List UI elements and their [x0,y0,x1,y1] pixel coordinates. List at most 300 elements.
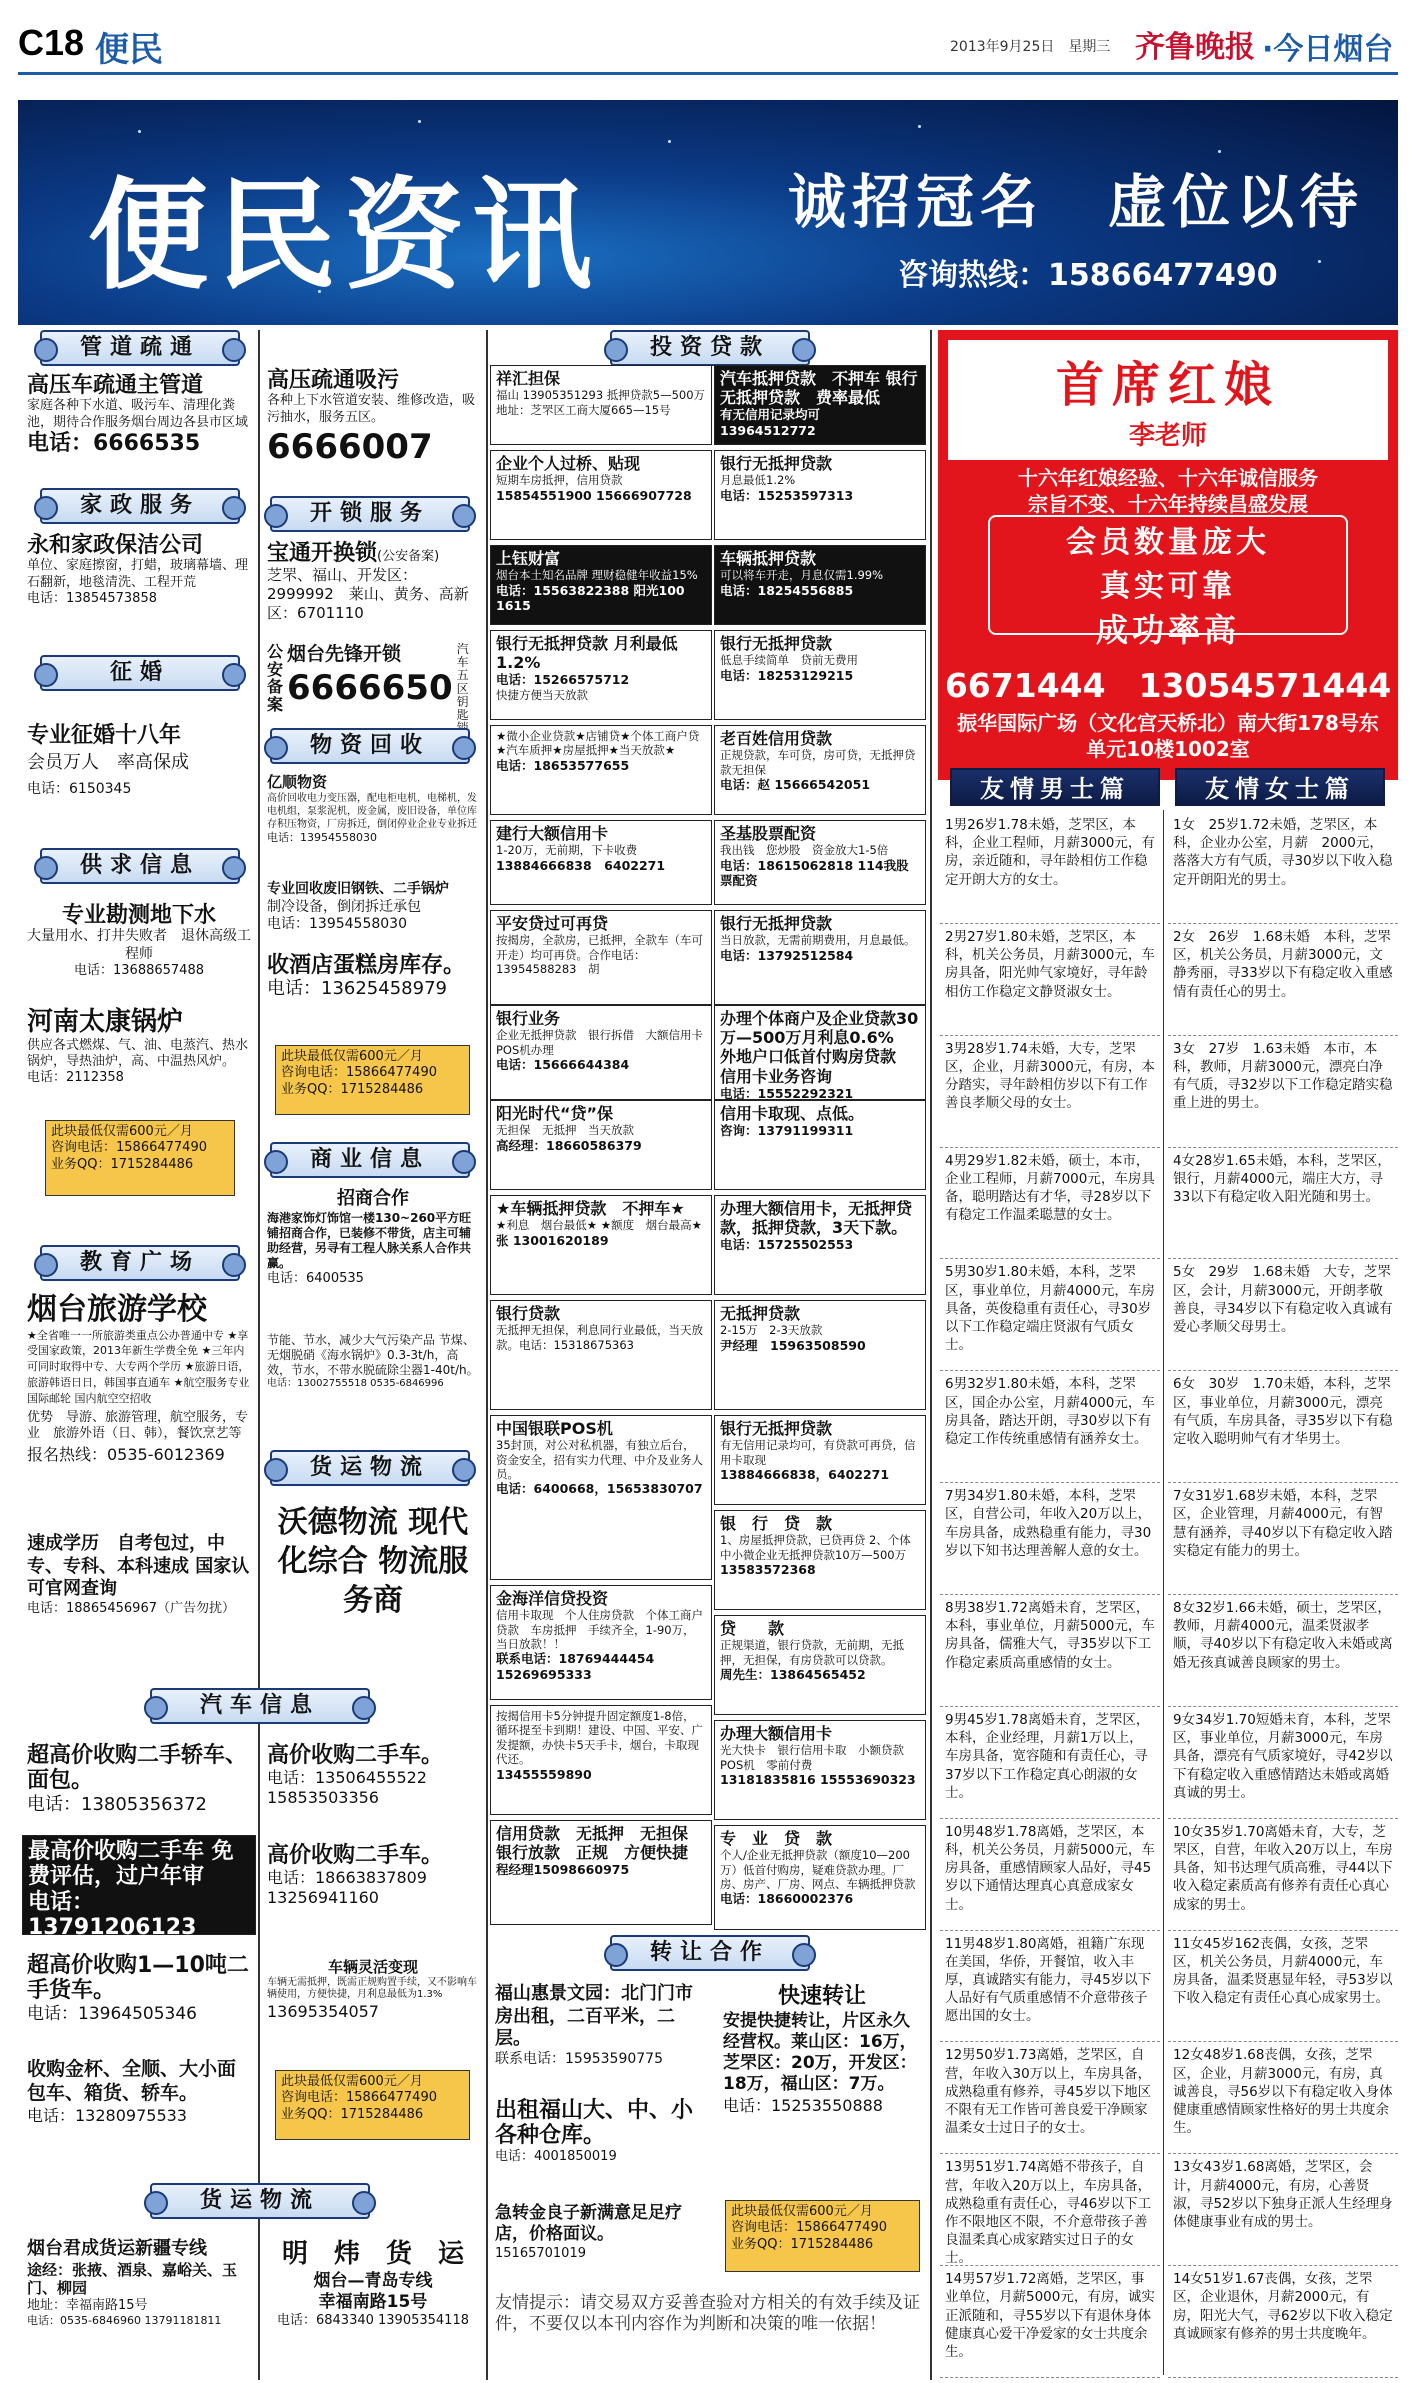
loan-ad-l23 [490,1415,712,1580]
female-listing: 7女31岁1.68岁未婚，本科，芝罘区，企业管理，月薪4000元，有智慧有涵养，寻40岁以下有稳定收入踏实稳定有能力的男士。 [1168,1483,1398,1595]
ad-body: 无抵押无担保，利息同行业最低，当天放款。电话：15318675363 [496,1323,703,1352]
ad-phone: 电话：6666535 [27,430,201,456]
banner [18,100,1398,325]
ad-business-2 [262,1330,484,1440]
ad-pipe-clearing [22,370,256,480]
ad-title: 金海洋信贷投资 [496,1589,609,1608]
ad-title: 圣基股票配资 [720,824,817,843]
ad-phone: 报名热线：0535-6012369 [27,1444,225,1464]
ad-boiler [22,1005,256,1115]
ad-marriage [22,720,256,840]
matchmaker-header [948,340,1388,460]
ad-title: 银行无抵押贷款 [720,914,833,933]
female-listing: 14女51岁1.67丧偶，女孩，芝罘区，企业退休，月薪2000元，有房，阳光大气，寻62岁以下收入稳定真诚顾家有修养的男士共度晚年。 [1168,2266,1398,2378]
ad-title: 建行大额信用卡 [496,824,609,843]
ad-phone: 电话：6400535 [267,1270,364,1286]
female-listing: 2女 26岁 1.68未婚 本科，芝罘区，机关公务员，月薪3000元，文静秀丽，寻33岁以下有稳定收入重感情有责任心的男士。 [1168,924,1398,1036]
ad-body: 可以将车开走，月息仅需1.99% [720,568,884,583]
ad-freight-3 [262,2235,484,2375]
ad-title: 银 行 贷 款 [720,1514,833,1533]
ad-text: 此块最低仅需600元／月 [281,1049,423,1064]
section-tag-lock: 开锁服务 [270,496,470,532]
ad-transfer-2 [718,1980,926,2190]
section-tag-house: 家政服务 [40,488,240,524]
ad-body: 按揭信用卡5分钟提升固定额度1-8倍，循环提至卡到期！建设、中国、平安、广发提额，办快卡5天手卡，烟台，卡取现代还。 [496,1709,703,1767]
ad-phone: 电话：13791206123 [28,1889,197,1940]
male-listing: 13男51岁1.74离婚不带孩子，自营，年收入20万以上，车房具备，成熟稳重有责任心，寻46岁以下工作不限地区不限，不介意带孩子善良温柔真心成家踏实过日子的女士。 [940,2154,1160,2266]
ad-phone: 13884666838，6402271 [720,1466,890,1482]
ad-phone: 电话：4001850019 [495,2148,617,2164]
ad-text: 业务QQ：1715284486 [281,2106,424,2122]
ad-title: 银行贷款 [496,1304,561,1323]
ad-freight-1 [22,2235,256,2375]
ad-body: 信用卡取现 个人住房贷款 个体工商户贷款 车房抵押 手续齐全，1-90万，当日放款！！ [496,1608,703,1651]
ad-phone: 电话：15666644384 [496,1056,630,1072]
male-listing: 7男34岁1.80未婚，本科，芝罘区，自营公司，年收入20万以上，车房具备，成熟稳重有能力，寻30岁以下知书达理善解人意的女士。 [940,1483,1160,1595]
loan-ad-l22 [714,1300,926,1410]
ad-body: 大量用水、打井失败者 退休高级工程师 [27,928,251,962]
loan-ad-l7 [490,630,712,720]
male-listing: 12男50岁1.73离婚，芝罘区，自营，年收入30万以上，车房具备，成熟稳重有修养，寻45岁以下地区不限有无工作皆可善良爱干净顾家温柔女士过日子的女士。 [940,2042,1160,2154]
section-tag-loan: 投资贷款 [610,330,810,366]
ad-title: 首席红娘 [1055,357,1280,413]
ad-title: 银行无抵押贷款 [720,1419,833,1438]
ad-body: 光大快卡 银行信用卡取 小额贷款 POS机 零前付费 [720,1743,904,1772]
ad-title: 车辆灵活变现 [327,1958,418,1976]
ad-title: 祥汇担保 [496,369,561,388]
ad-body: 烟台本土知名品牌 理财稳健年收益15% [496,568,698,583]
ad-title: 宝通开换锁 [267,541,378,566]
ad-auto-2 [22,1835,256,1940]
ad-phone: 电话：13964505346 [27,2003,197,2024]
ad-text: 业务QQ：1715284486 [51,1156,194,1172]
loan-ad-l3 [490,450,712,540]
ad-phone: 联系电话：15953590775 [495,2050,663,2067]
loan-ad-l2 [714,365,926,445]
loan-ad-l1 [490,365,712,445]
loan-ad-l5 [490,545,712,625]
ad-education [22,1530,256,1630]
ad-body: 企业无抵押贷款 银行拆借 大额信用卡 POS机办理 [496,1028,715,1057]
ad-title: 沃德物流 现代化综合 物流服务商 [277,1505,469,1618]
loan-ad-l11 [490,820,712,905]
ad-phone: 高经理：18660586379 [496,1137,642,1153]
ad-phone: 电话：15563822388 阳光100 1615 [496,582,685,614]
ad-title: 高价收购二手车。 [267,1743,444,1768]
ad-line: 宗旨不变、十六年持续昌盛发展 [1028,492,1308,516]
ad-body: 正规渠道，银行贷款，无前期，无抵押，无担保，有房贷款可以贷款。 [720,1638,904,1667]
banner-subtitle: 诚招冠名 虚位以待 [788,168,1365,236]
ad-body: 1-20万，无前期，下卡收费 [496,843,638,858]
ad-text: 咨询电话：15866477490 [731,2220,887,2236]
ad-text: 咨询电话：15866477490 [51,1140,207,1156]
ad-phone: 电话：13954558030 [267,916,407,932]
ad-title: 出租福山大、中、小各种仓库。 [495,2098,694,2149]
ad-title: 无抵押贷款 [720,1304,801,1323]
ad-phone: 15165701019 [495,2245,586,2261]
ad-line: 会员数量庞大 [1066,525,1270,560]
male-listing: 3男28岁1.74未婚，大专，芝罘区，企业，月薪3000元，有房，本分踏实，寻年龄相仿岁以下有工作善良孝顺父母的女士。 [940,1036,1160,1148]
loan-ad-l12 [714,820,926,905]
ad-body: 车辆无需抵押，既需正规购置手续，又不影响车辆使用，方便快捷，月利息最低为1.3% [267,1976,477,2001]
ad-body: 供应各式燃煤、气、油、电蒸汽、热水锅炉，导热油炉，高、中温热风炉。 [27,1037,249,1070]
ad-title: 银行无抵押贷款 [720,454,833,473]
ad-title: 银行无抵押贷款 月利最低1.2% [496,634,678,673]
female-listing: 10女35岁1.70离婚未育，大专，芝罘区，自营，年收入20万以上，车房具备，知书达理气质高雅，寻44以下收入稳定素质高有修养有责任心真心成家的男士。 [1168,1819,1398,1931]
loan-ad-l6 [714,545,926,625]
female-listing: 13女43岁1.68离婚，芝罘区，会计，月薪4000元，有房，心善贤淑，寻52岁以下独身正派人生经理身体健康事业有成的男士。 [1168,2154,1398,2266]
female-listing: 5女 29岁 1.68未婚 大专，芝罘区，会计，月薪3000元，开朗孝敬善良，寻34岁以下有稳定收入真诚有爱心孝顺父母男士。 [1168,1259,1398,1371]
ad-phone: 张 13001620189 [496,1232,609,1248]
ad-title: 企业个人过桥、贴现 [496,454,641,473]
ad-body: 当日放款，无需前期费用，月息最低。 [720,933,916,948]
ad-body: 优势 导游、旅游管理，航空服务，专业 旅游外语（日、韩），餐饮烹艺等 [27,1410,249,1442]
ad-body: 有无信用记录均可，有贷款可再贷，信用卡取现 [720,1438,916,1467]
ad-phone: 程经理15098660975 [496,1862,630,1878]
ad-body: ★利息 烟台最低★ ★额度 烟台最高★ [496,1218,702,1233]
ad-phone: 电话：15253550888 [723,2095,883,2115]
male-listing: 11男48岁1.80离婚，祖籍广东现在美国，华侨，开餐馆，收入丰厚，真诚踏实有能力，寻45岁以下人品好有气质重感情不介意带孩子愿出国的女士。 [940,1931,1160,2043]
female-listing: 6女 30岁 1.70未婚，本科，芝罘区，事业单位，月薪3000元，漂亮有气质，车房具备，寻35岁以下有稳定收入聪明帅气有才华男士。 [1168,1371,1398,1483]
ad-pipe-suction [262,365,484,480]
ad-title: 汽车抵押贷款 不押车 银行无抵押贷款 费率最低 [720,369,918,408]
ad-placeholder-1 [45,1120,235,1196]
loan-ad-l13 [490,910,712,1005]
page-header [0,0,1417,80]
ad-phone: 电话：18653577655 [496,757,630,773]
ad-title: 办理大额信用卡 [720,1724,833,1743]
ad-phone: 电话：13002755518 0535-6846996 [267,1378,444,1389]
ad-body: 35封顶，对公对私机器，有独立后台，资金安全，招有实力代理、中介及业务人员。 [496,1438,703,1481]
column-divider [930,330,932,2380]
ad-title: 明 炜 货 运 [281,2239,464,2269]
ad-title: 中国银联POS机 [496,1419,613,1438]
ad-title: 专业勘测地下水 [61,903,216,928]
ad-transfer-4 [490,2200,712,2280]
ad-phone: 电话：13854573858 [27,590,157,606]
column-divider [1163,810,1164,2375]
banner-hotline: 咨询热线：15866477490 [898,258,1278,293]
loan-ad-l17 [490,1100,712,1190]
ad-body: 无担保 无抵押 当天放款 [496,1123,634,1138]
ad-note: (公安备案) [377,549,440,564]
ad-body: 会员万人 率高保成 [27,752,189,774]
loan-ad-l8 [714,630,926,720]
column-divider [486,330,488,2380]
ad-name: 李老师 [1128,421,1207,451]
ad-title: 亿顺物资 [267,773,328,791]
loan-ad-l16 [714,1005,926,1100]
ad-body: 安提快捷转让，片区永久经营权。莱山区：16万，芝罘区：20万，开发区：18万，福山区：7万。 [723,2010,917,2095]
ad-title: 专 业 贷 款 [720,1829,833,1848]
female-listing: 11女45岁162丧偶，女孩，芝罘区，机关公务员，月薪4000元，车房具备，温柔贤惠显年轻，寻53岁以下收入稳定有责任心真心成家男士。 [1168,1931,1398,2043]
ad-phone: 电话：18663837809 13256941160 [267,1868,427,1908]
loan-ad-l26 [490,1585,712,1700]
male-listing: 6男32岁1.80未婚，本科，芝罘区，国企办公室，月薪4000元，车房具备，踏达开朗，寻30岁以下有稳定工作传统重感情有涵养女士。 [940,1371,1160,1483]
ad-auto-1 [22,1740,256,1830]
ad-freight-2 [262,1500,484,1660]
ad-title: 贷 款 [720,1619,785,1638]
female-listing: 4女28岁1.65未婚，本科，芝罘区，银行，月薪4000元，端庄大方，寻33以下有稳定收入阳光随和男士。 [1168,1148,1398,1260]
ad-note: 汽车五区钥匙 [456,642,469,722]
section-tag-transfer: 转让合作 [610,1935,810,1971]
ad-phone: 电话：15266575712 [496,672,630,688]
female-listing: 9女34岁1.70短婚未育，本科，芝罘区，事业单位，月薪3000元，车房具备，漂亮有气质家境好，寻42岁以下有稳定收入重感情踏达未婚或离婚真诚的男士。 [1168,1707,1398,1819]
ad-auto-3 [22,1950,256,2050]
ad-title: 老百姓信用贷款 [720,729,833,748]
ad-body: ★微小企业贷款★店铺贷★个体工商户贷 ★汽车质押★房屋抵押★当天放款★ [496,729,700,758]
ad-phone: 有无信用记录均可 13964512772 [720,407,821,438]
male-listing: 2男27岁1.80未婚，芝罘区，本科，机关公务员，月薪3000元，车房具备，阳光帅气家境好，寻年龄相仿工作稳定文静贤淑女士。 [940,924,1160,1036]
loan-ad-l14 [714,910,926,1005]
issue-date: 2013年9月25日 星期三 [950,39,1111,55]
ad-title: 福山惠景文园：北门门市房出租，二百平米，二层。 [495,1983,693,2049]
ad-phone: 电话：0535-6846960 13791181811 [27,2314,222,2328]
loan-ad-l9 [490,725,712,815]
ad-text: 此块最低仅需600元／月 [281,2074,423,2089]
male-listing: 8男38岁1.72离婚未育，芝罘区，本科，事业单位，月薪5000元，车房具备，儒雅大气，寻35岁以下工作稳定素质高重感情的女士。 [940,1595,1160,1707]
female-listing: 8女32岁1.66未婚，硕士，芝罘区，教师，月薪4000元，温柔贤淑孝顺，寻40岁以下有稳定收入未婚或离婚无孩真诚善良顾家的男士。 [1168,1595,1398,1707]
ad-line: 十六年红娘经验、十六年诚信服务 [1018,466,1318,490]
ad-body: 家庭各种下水道、吸污车、清理化粪池，期待合作服务烟台周边各县市区域 [27,398,249,430]
ad-business-1 [262,1185,484,1325]
ad-text: 业务QQ：1715284486 [281,1081,424,1097]
ad-body: 1、房屋抵押贷款，已贷再贷 2、个体中小微企业无抵押贷款10万—500万 [720,1533,911,1562]
section-tag-recycle: 物资回收 [270,728,470,764]
ad-body: 高价回收电力变压器，配电柜电机，电梯机，发电机组，泵浆泥机，废金属，废旧设备，单位库存积压物资，厂房拆迁，倒闭停业企业专业拆迁 [267,792,477,830]
ad-housekeeping [22,530,256,650]
column-divider [258,330,260,2380]
loan-ad-l24 [714,1415,926,1505]
ad-phone: 电话：13506455522 15853503356 [267,1768,427,1808]
ad-title: 阳光时代“贷”保 [496,1104,614,1123]
ad-groundwater [22,900,256,1000]
ad-phone: 电话：13792512584 [720,947,854,963]
ad-body: 节能、节水，减少大气污染产品 节煤、无烟脱硝《海水锅炉》0.3-3t/h，高效，节水，不带水脱硫除尘器1-40t/h。 [267,1333,479,1377]
ad-title: 烟台君成货运新疆专线 [27,2238,207,2259]
ad-phone: 电话：13280975533 [27,2105,187,2125]
female-listing: 3女 27岁 1.63未婚 本市，本科，教师，月薪3000元，漂亮白净有气质，寻32岁以下工作稳定踏实稳重上进的男士。 [1168,1036,1398,1148]
ad-line: 真实可靠 [1100,569,1236,604]
loan-ad-l4 [714,450,926,540]
ad-text: 此块最低仅需600元／月 [731,2204,873,2219]
ad-phone: 电话：2112358 [27,1070,124,1086]
header-rule [18,72,1398,75]
ad-title: 超高价收购二手轿车、面包。 [27,1743,248,1794]
ad-title: 河南太康锅炉 [27,1007,184,1037]
ad-body: 个人/企业无抵押贷款（额度10—200万）低首付购房，疑难贷款办理。厂房、房产、厂房、网点、车辆抵押贷款 [720,1848,916,1891]
ad-body: 烟台—青岛专线 [313,2270,433,2291]
male-listing: 10男48岁1.78离婚，芝罘区，本科，机关公务员，月薪5000元，车房具备，重感情顾家人品好，寻45岁以下通情达理真心真意成家女士。 [940,1819,1160,1931]
ad-auto-6 [262,1840,484,1940]
ad-body: 我出钱 您炒股 资金放大1-5倍 [720,843,889,858]
ad-phone: 咨询：13791199311 [720,1123,854,1139]
female-listing: 12女48岁1.68丧偶，女孩，芝罘区，企业，月薪3000元，有房，真诚善良，寻56岁以下有稳定收入身体健康重感情顾家性格好的男士共度余生。 [1168,2042,1398,2154]
ad-phone: 电话：15725502553 [720,1237,854,1253]
ad-tourism-school [22,1290,256,1510]
ad-title: 收购金杯、全顺、大小面包车、箱货、轿车。 [27,2058,237,2104]
ad-body: 芝罘、福山、开发区：2999992 莱山、黄务、高新区：6701110 [267,566,469,622]
matchmaker-ad [938,330,1398,780]
loan-ad-l25 [714,1510,926,1610]
section-tag-female: 友情女士篇 [1175,768,1385,806]
ad-title: 烟台旅游学校 [27,1292,207,1327]
ad-title: 专业回收废旧钢铁、二手锅炉 [267,881,449,897]
ad-body: 2-15万 2-3天放款 [720,1323,823,1338]
ad-body: 途经：张掖、酒泉、嘉峪关、玉门、柳园 [27,2260,238,2298]
page-number: C18 [18,22,85,63]
ad-transfer-3 [490,2095,712,2195]
ad-phone: 电话：15552292321 [720,1085,854,1101]
section-tag-freight: 货运物流 [150,2183,370,2219]
ad-side: 快捷方便当天放款 [496,688,588,702]
ad-text: 此块最低仅需600元／月 [51,1124,193,1139]
ad-phone: 电话：赵 15666542051 [720,776,871,792]
ad-title: 银行业务 [496,1009,561,1028]
loan-ad-l29 [714,1720,926,1820]
ad-address: 幸福南路15号 [318,2291,428,2312]
section-tag-business: 商业信息 [270,1142,470,1178]
section-tag-marriage: 征婚 [40,655,240,691]
ad-phone: 电话：18865456967（广告勿扰） [27,1600,235,1616]
loan-ad-l21 [490,1300,712,1410]
ad-phone: 电话：15253597313 [720,487,854,503]
ad-phone: 13884666838 6402271 [496,857,666,873]
ad-phone: 电话：13805356372 [27,1793,207,1815]
banner-title: 便民资讯 [88,167,600,306]
ad-body: 福山 13905351293 抵押贷款5—500万 地址：芝罘区工商大厦665—15号 [496,388,706,417]
ad-phone: 6671444 13054571444 [944,666,1392,705]
ad-body: 海港家饰灯饰馆一楼130~260平方旺铺招商合作，已装修不带货，店主可辅助经营，另寻有工程人脉关系人合作共赢。 [267,1210,472,1270]
ad-phone: 电话：13954558030 [267,830,377,844]
ad-phone: 6666650 [287,667,453,708]
ad-title: 速成学历 自考包过，中专、专科、本科速成 国家认可官网查询 [27,1533,250,1599]
ad-title: 信用卡取现、点低。 [720,1104,865,1123]
ad-title: 烟台先锋开锁 [287,643,402,665]
ad-auto-5 [262,1740,484,1835]
newspaper-name: 齐鲁晚报 [1135,30,1255,65]
ad-phone: 电话：6400668，15653830707 [496,1481,703,1497]
ad-phone: 电话：18660002376 [720,1891,854,1907]
ad-phone: 15854551900 15666907728 [496,487,692,503]
ad-title: 收酒店蛋糕房库存。 [267,953,466,978]
ad-text: 咨询电话：15866477490 [281,1065,437,1081]
ad-phone: 周先生：13864565452 [720,1666,866,1682]
ad-phone: 电话：18615062818 114我股票配资 [720,857,909,889]
ad-body: 制冷设备，倒闭拆迁承包 [267,898,421,915]
section-tag-freight-2: 货运物流 [270,1450,470,1486]
ad-text: 业务QQ：1715284486 [731,2236,874,2252]
ad-phone: 电话：18253129215 [720,667,854,683]
loan-ad-l19 [490,1195,712,1295]
ad-transfer-1 [490,1980,712,2090]
ad-title: 高压疏通吸污 [267,368,400,393]
ad-phone: 电话：13625458979 [267,978,447,1000]
ad-title: 最高价收购二手车 免费评估，过户年审 [28,1839,234,1890]
male-listing: 14男57岁1.72离婚，芝罘区，事业单位，月薪5000元，有房，诚实正派随和，寻55岁以下有退休身体健康真心爱干净爱家的女士共度余生。 [940,2266,1160,2378]
ad-body: 正规贷款，车可贷，房可贷，无抵押贷款无担保 [720,748,916,777]
ad-address: 振华国际广场（文化宫天桥北）南大街178号东单元10楼1002室 [957,711,1379,761]
male-listing: 1男26岁1.78未婚，芝罘区，本科，企业工程师，月薪3000元，有房，亲近随和，寻年龄相仿工作稳定开朗大方的女士。 [940,812,1160,924]
section-tag-edu: 教育广场 [40,1245,240,1281]
ad-body: 单位、家庭擦窗，打蜡，玻璃幕墙、理石翻新，地毯清洗、工程开荒 [27,558,249,590]
ad-recycle-3 [262,950,484,1030]
ad-title: 上钰财富 [496,549,561,568]
ad-body: 按揭房，全款房，已抵押，全款车（车可开走）均可再贷。合作电话：13954588283 胡 [496,933,703,976]
ad-placeholder-2 [275,1045,470,1115]
ad-phone: 6666007 [267,426,433,467]
ad-title: 永和家政保洁公司 [27,533,204,558]
ad-title: 超高价收购1—10吨二手货车。 [27,1953,249,2004]
ad-body: 月息最低1.2% [720,473,796,488]
ad-title: 办理个体商户及企业贷款30万—500万月利息0.6% 外地户口低首付购房贷款 信用卡业务咨询 [720,1009,919,1086]
ad-phone: 电话：6843340 13905354118 [276,2313,469,2328]
friendly-reminder: 友情提示：请交易双方妥善查验对方相关的有效手续及证件，不要仅以本刊内容作为判断和决策的唯一依据！ [495,2293,920,2335]
ad-phone: 13695354057 [267,2001,379,2021]
ad-text: 咨询电话：15866477490 [281,2090,437,2106]
ad-title: 办理大额信用卡，无抵押贷款，抵押贷款，3天下款。 [720,1199,913,1238]
section-tag-supply: 供求信息 [40,848,240,884]
ad-title: 银行无抵押贷款 [720,634,833,653]
ad-body: ★全省唯一一所旅游类重点公办普通中专 ★享受国家政策，2013年新生学费全免 ★三年内可同时取得中专、大专两个学历 ★旅游日语，旅游韩语日日，韩国事直通车 ★航空服务专业 国际邮轮 国内航空空招收 [27,1328,250,1406]
ad-title: 专业征婚十八年 [27,723,182,748]
ad-auto-7 [262,1955,484,2055]
ad-body: 各种上下水管道安装、维修改造，吸污抽水，服务五区。 [267,393,476,425]
ad-title: 高压车疏通主管道 [27,373,204,398]
ad-phone: 电话：13688657488 [74,963,204,979]
ad-title: 招商合作 [337,1188,409,1209]
ad-title: 信用贷款 无抵押 无担保 银行放款 正规 方便快捷 [496,1824,689,1863]
loan-ad-l18 [714,1100,926,1190]
loan-ad-l30 [490,1820,712,1925]
section-name: 便民 [95,30,163,70]
ad-phone: 尹经理 15963508590 [720,1337,866,1353]
ad-phone: 13583572368 [720,1561,816,1577]
section-tag-male: 友情男士篇 [950,768,1160,806]
ad-phone: 电话：18254556885 [720,582,854,598]
ad-phone: 电话：6150345 [27,780,132,797]
loan-ad-l27 [714,1615,926,1715]
ad-highlight [988,515,1348,649]
ad-title: 急转金良子新满意足足疗店，价格面议。 [495,2203,682,2245]
male-listing: 9男45岁1.78离婚未育，芝罘区，本科，企业经理，月薪1万以上，车房具备，宽容随和有责任心，寻37岁以下工作稳定真心朗淑的女士。 [940,1707,1160,1819]
ad-lock-1 [262,538,484,638]
ad-body [938,465,1398,517]
male-listing: 4男29岁1.82未婚，硕士，本市，企业工程师，月薪7000元，车房具备，聪明踏达有才华，寻28岁以下有稳定工作温柔聪慧的女士。 [940,1148,1160,1260]
ad-title: ★车辆抵押贷款 不押车★ [496,1199,685,1218]
edition-name: ·今日烟台 [1262,32,1394,67]
ad-title: 高价收购二手车。 [267,1843,444,1868]
section-tag-auto: 汽车信息 [150,1688,370,1724]
ad-phone: 13455559890 [496,1766,592,1782]
ad-note: 公安备案 [267,642,284,714]
ad-phone: 联系电话：18769444454 15269695333 [496,1651,667,1682]
ad-title: 平安贷过可再贷 [496,914,609,933]
ad-auto-4 [22,2055,256,2155]
section-tag-pipe: 管道疏通 [40,330,240,366]
loan-ad-l10 [714,725,926,815]
ad-body: 短期车房抵押，信用贷款 [496,473,623,488]
ad-line: 成功率高 [1095,611,1240,649]
ad-recycle-2 [262,878,484,948]
ad-placeholder-3 [275,2070,470,2140]
ad-placeholder-4 [725,2200,920,2272]
ad-recycle-1 [262,770,484,875]
ad-lock-2 [262,640,484,720]
ad-title: 快速转让 [777,1984,866,2009]
loan-ad-l28 [490,1705,712,1815]
ad-address: 地址：幸福南路15号 [27,2298,148,2313]
